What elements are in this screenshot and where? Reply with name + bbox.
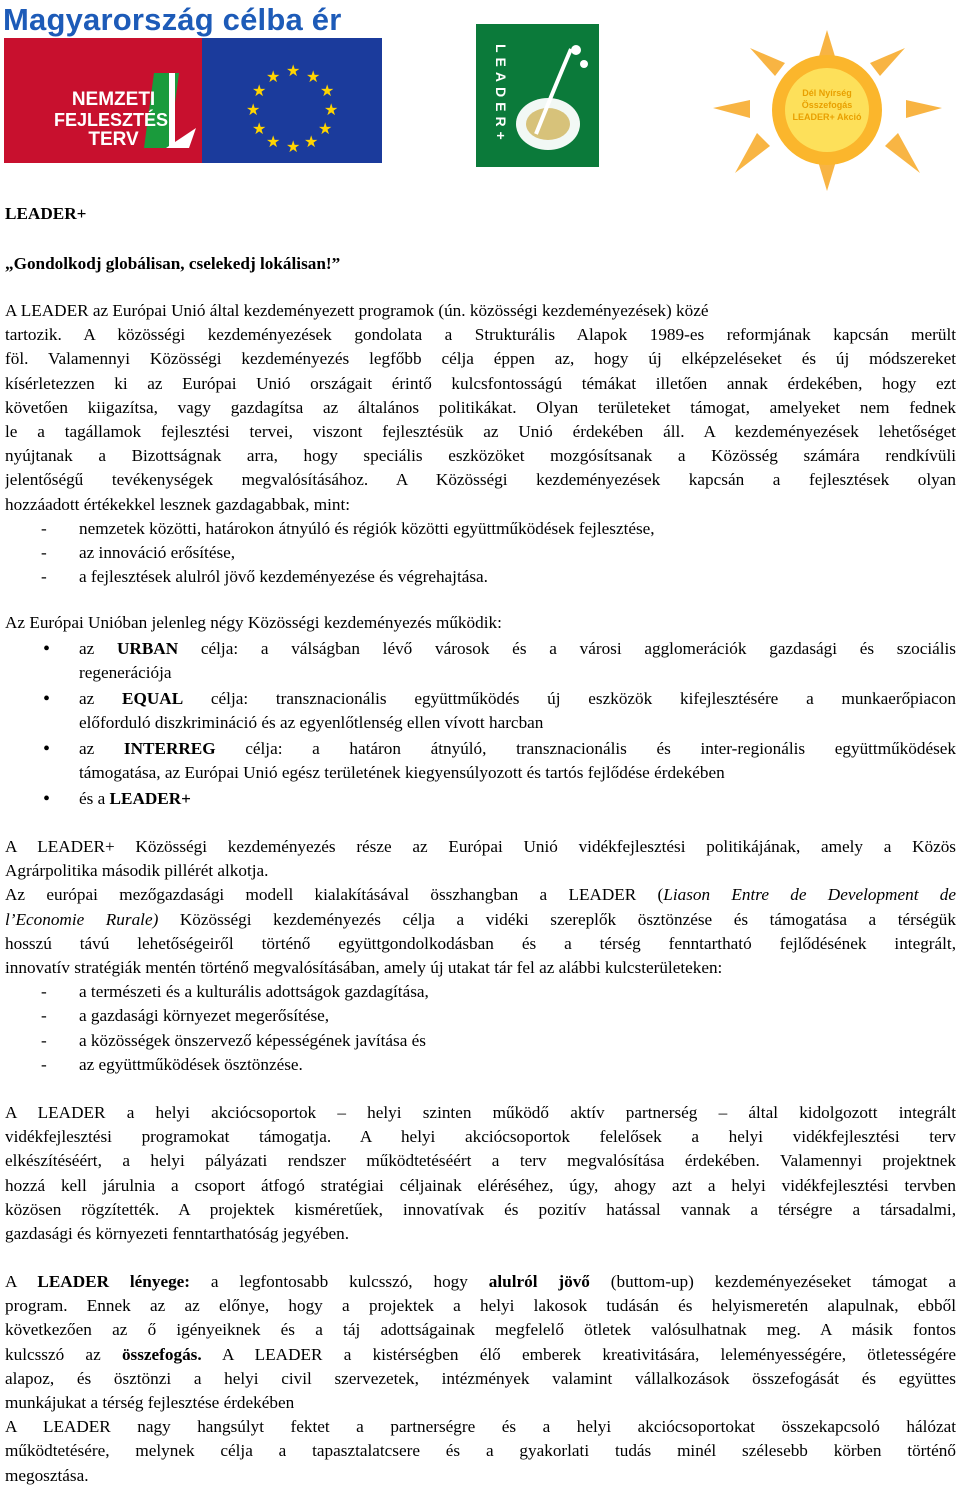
svg-text:★: ★ <box>252 119 267 138</box>
svg-text:★: ★ <box>320 81 335 100</box>
para5-line: A LEADER lényege: a legfontosabb kulcsszó, hogy alulról jövő (buttom-up) kezdeményezéseket támogat a <box>5 1272 956 1291</box>
svg-text:★: ★ <box>306 67 321 86</box>
para4-line: A LEADER a helyi akciócsoportok – helyi szinten működő aktív partnerség – által kidolgozott integrált <box>5 1103 956 1122</box>
nft-logo-line-1: NEMZETI <box>71 89 156 110</box>
sun-logo <box>710 28 945 193</box>
dash-item-text: az innováció erősítése, <box>79 542 236 562</box>
leader-plant-icon <box>476 24 599 167</box>
para3-line: innovatív stratégiák mentén történő megvalósításában, amely új utakat tár fel az alábbi kulcsterületeken: <box>5 957 723 977</box>
bullet-item-leader: • és a LEADER+ <box>43 788 191 810</box>
para5-line: alapoz, és ösztönzi a helyi civil szervezetek, intézmények valamint vállalkozások összefogását és együttes <box>5 1368 956 1388</box>
para1-line: föl. Valamennyi Közösségi kezdeményezés legfőbb célja éppen az, hogy új elképzeléseket és új módszereket <box>5 349 956 369</box>
svg-text:Dél Nyírség: Dél Nyírség <box>802 88 852 98</box>
dash-item-text: a fejlesztések alulról jövő kezdeményezése és végrehajtása. <box>79 567 488 587</box>
nft-logo-line-2: FEJLESZTÉSI <box>54 110 174 130</box>
svg-text:★: ★ <box>286 61 301 80</box>
para4-line: elkészítéséért, a helyi pályázati rendszer működtetéséért a terv megvalósítása érdekében. Valamennyi projektnek <box>5 1151 956 1171</box>
dash-item: - a természeti és a kulturális adottságok gazdagítása, <box>5 980 956 1004</box>
dash-item: - az innováció erősítése, <box>5 541 956 565</box>
bullet-dot-icon: • <box>43 688 51 710</box>
nft-logo-red-panel <box>4 38 202 163</box>
para1-line: tartozik. A közösségi kezdeményezések gondolata a Strukturális Alapok 1989-es reformjának kapcsán merült <box>5 325 956 345</box>
para1-line: A LEADER az Európai Unió által kezdeményezett programok (ún. közösségi kezdeményezések) közé <box>5 301 709 320</box>
banner-title: Magyarország célba ér <box>3 2 342 37</box>
para3-line: Az európai mezőgazdasági modell kialakításával összhangban a LEADER (Liason Entre de Development de <box>5 885 956 905</box>
svg-text:LEADER+: LEADER+ <box>493 44 509 145</box>
svg-text:★: ★ <box>286 137 301 156</box>
paragraph-leader-essence <box>5 1270 956 1488</box>
paragraph-action-groups <box>5 1101 956 1246</box>
svg-text:LEADER+ Akció: LEADER+ Akció <box>792 112 862 122</box>
leader-plus-logo <box>476 24 599 167</box>
dash-item: - a fejlesztések alulról jövő kezdeményezése és végrehajtása. <box>5 565 956 589</box>
para1-line: nyújtanak a Bizottságnak arra, hogy speciális eszközöket mozgósítsanak a Közösség számára rendkívüli <box>5 446 956 466</box>
bullet-dot-icon: • <box>43 788 51 810</box>
para1-line: jelentőségű tevékenységek megvalósításához. A Közösségi kezdeményezések kapcsán a fejlesztések olyan <box>5 470 956 490</box>
para5-line: program. Ennek az az előnye, hogy a projektek a helyi lakosok tudásán és helyismeretén alapulnak, ebből <box>5 1296 956 1316</box>
svg-text:★: ★ <box>266 132 281 151</box>
para3-line: Agrárpolitika második pillérét alkotja. <box>5 861 269 881</box>
bullet-dot-icon: • <box>43 738 51 760</box>
svg-text:★: ★ <box>324 100 339 119</box>
para5-line: megosztása. <box>5 1465 89 1485</box>
dash-item: - a közösségek önszervező képességének javítása és <box>5 1029 956 1053</box>
svg-text:★: ★ <box>252 81 267 100</box>
para3-line: l’Economie Rurale) Közösségi kezdeményezés célja a vidéki szereplők ösztönzése és támogatása a térségük <box>5 909 956 929</box>
eu-flag-logo <box>202 38 382 163</box>
motto <box>5 252 956 276</box>
doc-title <box>5 202 956 226</box>
nft-logo-line-3: TERV <box>88 129 139 150</box>
eu-stars-icon <box>202 38 382 163</box>
para1-line: le a tagállamok fejlesztési tervei, viszont fejlesztésük az Unió érdekében áll. A kezdeményezések lehetőséget <box>5 421 956 441</box>
para5-line: kulcsszó az összefogás. A LEADER a kistérségben élő emberek kreativitására, leleményességére, ötletességére <box>5 1344 956 1364</box>
para1-line: kísérletezzen ki az Európai Unió országait érintő kulcsfontosságú témákat illetően annak érdekében, hogy ezt <box>5 373 956 393</box>
nft-logo <box>4 38 382 163</box>
nft-logo-text <box>54 90 173 150</box>
dash-item-text: nemzetek közötti, határokon átnyúló és régiók közötti együttműködések fejlesztése, <box>79 518 655 538</box>
dash-item-text: a gazdasági környezet megerősítése, <box>79 1006 330 1026</box>
bullet-item-equal: • az EQUAL célja: transznacionális együttműködés új eszközök kifejlesztésére a munkaerőpiacon előforduló diszkrimináció és az egyenlőtlenség ellen vívott harcban <box>43 688 956 733</box>
para5-line: következően az ő igényeiknek és a táj adottságainak megfelelő ötletek valósulhatnak meg. A másik fontos <box>5 1320 956 1340</box>
sun-icon <box>710 28 945 193</box>
bullet-item-interreg: • az INTERREG célja: a határon átnyúló, transznacionális és inter-regionális együttműködések támogatása, az Európai Unió egész területének kiegyensúlyozott és tartós fejlődése érdekében <box>43 738 956 783</box>
para5-line: működtetésére, melynek célja a tapasztalatcsere és a gyakorlati tudás minél szélesebb körben történő <box>5 1441 956 1461</box>
svg-text:★: ★ <box>266 67 281 86</box>
bullet-dot-icon: • <box>43 638 51 660</box>
svg-text:★: ★ <box>246 100 261 119</box>
dash-item-text: a természeti és a kulturális adottságok gazdagítása, <box>79 982 429 1002</box>
para3-line: hosszú távú lehetőségeiről történő együttgondolkodásban és a térség fenntartható fejlődésének integrált, <box>5 933 956 953</box>
para1-line: hozzáadott értékekkel lesznek gazdagabbak, mint: <box>5 494 351 514</box>
svg-text:★: ★ <box>304 132 319 151</box>
para4-line: közösen rögzítették. A projektek kisméretűek, innovatívak és pozitív hatással vannak a térségre a társadalmi, <box>5 1199 956 1219</box>
dash-item: - az együttműködések ösztönzése. <box>5 1053 956 1077</box>
para4-line: hozzá kell járulnia a csoport átfogó stratégiai céljainak eléréséhez, úgy, ahogy azt a helyi vidékfejlesztési tervben <box>5 1175 956 1195</box>
doc-title-text: LEADER+ <box>5 204 87 223</box>
paragraph-initiatives-intro <box>5 611 956 635</box>
paragraph-intro <box>5 299 956 589</box>
dash-item-text: az együttműködések ösztönzése. <box>79 1054 303 1074</box>
dash-item-text: a közösségek önszervező képességének javítása és <box>79 1030 426 1050</box>
para3-line: A LEADER+ Közösségi kezdeményezés része az Európai Unió vidékfejlesztési politikájának, amely a Közös <box>5 837 956 856</box>
paragraph-leader-plus <box>5 835 956 1077</box>
svg-text:★: ★ <box>318 119 333 138</box>
para5-line: munkájukat a térség fejlesztése érdekében <box>5 1392 295 1412</box>
para1-line: követően kiigazítsa, vagy gazdagítsa az általános politikákat. Olyan területeket támogat, amelyeket nem fednek <box>5 397 956 417</box>
motto-text: „Gondolkodj globálisan, cselekedj lokálisan!” <box>5 254 341 273</box>
para2-intro-text: Az Európai Unióban jelenleg négy Közösségi kezdeményezés működik: <box>5 613 502 632</box>
para4-line: vidékfejlesztési programokat támogatja. A helyi akciócsoportok felelősek a helyi vidékfejlesztési terv <box>5 1127 956 1147</box>
para4-line: gazdasági és környezeti fenntarthatóság jegyében. <box>5 1223 350 1243</box>
dash-item: - nemzetek közötti, határokon átnyúló és régiók közötti együttműködések fejlesztése, <box>5 517 956 541</box>
bullet-item-urban: • az URBAN célja: a válságban lévő városok és a városi agglomerációk gazdasági és szociális regenerációja <box>43 638 956 683</box>
para5-line: A LEADER nagy hangsúlyt fektet a partnerségre és a helyi akciócsoportokat összekapcsoló hálózat <box>5 1417 956 1437</box>
dash-item: - a gazdasági környezet megerősítése, <box>5 1004 956 1028</box>
svg-text:Összefogás: Összefogás <box>801 100 853 110</box>
